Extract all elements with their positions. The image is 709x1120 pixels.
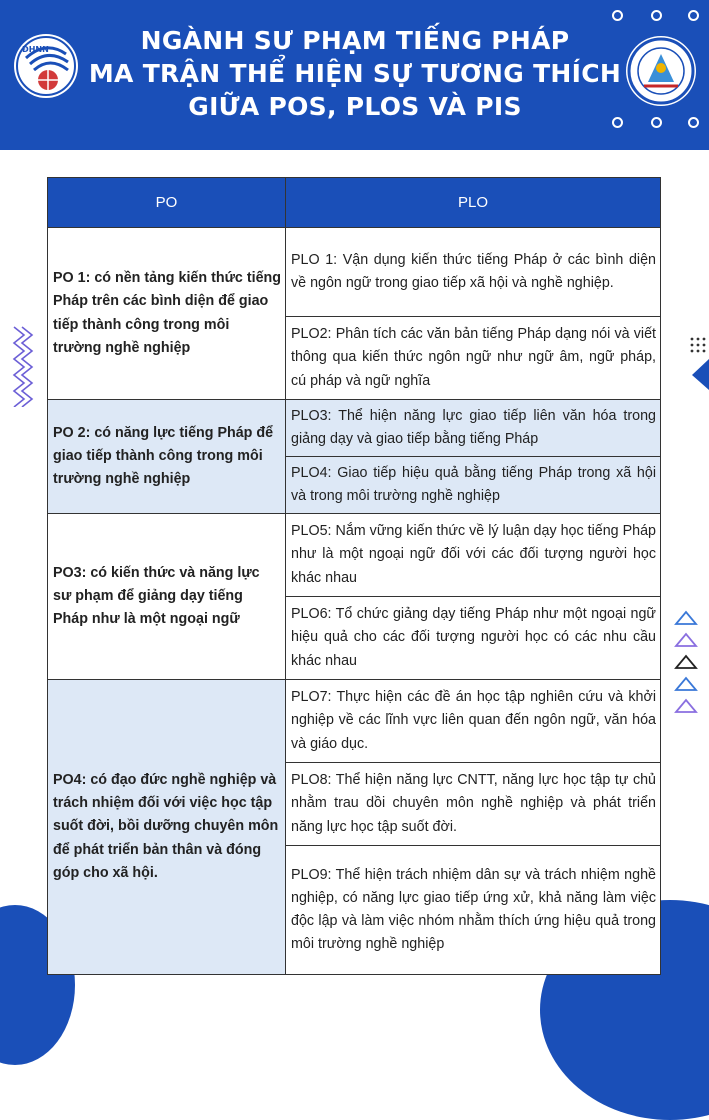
page-title: [85, 24, 625, 123]
header-plo: PLO: [286, 178, 661, 228]
po-cell: PO3: có kiến thức và năng lực sư phạm để giảng dạy tiếng Pháp như là một ngoại ngữ: [48, 514, 286, 680]
title-line-2: MA TRẬN THỂ HIỆN SỰ TƯƠNG THÍCH: [88, 59, 622, 88]
department-logo: [626, 36, 696, 106]
plo-cell: PLO3: Thể hiện năng lực giao tiếp liên văn hóa trong giảng dạy và giao tiếp bằng tiếng Pháp: [286, 400, 661, 457]
decor-dot: [651, 10, 662, 21]
title-line-1: NGÀNH SƯ PHẠM TIẾNG PHÁP: [140, 26, 570, 55]
title-line-3: GIỮA POS, PLOS VÀ PIS: [188, 92, 522, 121]
plo-cell: PLO5: Nắm vững kiến thức về lý luận dạy học tiếng Pháp như là một ngoại ngữ đối với các đối tượng người học khác nhau: [286, 514, 661, 597]
decor-dot: [612, 10, 623, 21]
decor-dot: [688, 117, 699, 128]
plo-cell: PLO 1: Vận dụng kiến thức tiếng Pháp ở các bình diện về ngôn ngữ trong giao tiếp xã hội và nghề nghiệp.: [286, 228, 661, 317]
po-plo-table: [47, 177, 661, 975]
header-banner: [0, 0, 709, 150]
header-po: PO: [48, 178, 286, 228]
plo-cell: PLO4: Giao tiếp hiệu quả bằng tiếng Pháp trong xã hội và trong môi trường nghề nghiệp: [286, 457, 661, 514]
plo-cell: PLO6: Tổ chức giảng dạy tiếng Pháp như một ngoại ngữ hiệu quả cho các đối tượng người học có các nhu cầu khác nhau: [286, 597, 661, 680]
triangles-decoration: [672, 608, 702, 728]
university-logo: [14, 34, 78, 98]
po-cell: PO 2: có năng lực tiếng Pháp để giao tiếp thành công trong môi trường nghề nghiệp: [48, 400, 286, 514]
decor-dot: [612, 117, 623, 128]
decor-dot: [688, 10, 699, 21]
dots-decoration: [688, 335, 709, 390]
plo-cell: PLO2: Phân tích các văn bản tiếng Pháp dạng nói và viết thông qua kiến thức ngôn ngữ như ngữ âm, ngữ pháp, cú pháp và ngữ nghĩa: [286, 317, 661, 400]
decor-dot: [651, 117, 662, 128]
po-cell: PO4: có đạo đức nghề nghiệp và trách nhiệm đối với việc học tập suốt đời, bồi dưỡng chuyên môn để phát triển bản thân và đóng góp cho xã hội.: [48, 680, 286, 975]
po-cell: PO 1: có nền tảng kiến thức tiếng Pháp trên các bình diện để giao tiếp thành công trong môi trường nghề nghiệp: [48, 228, 286, 400]
logo-left-text: ĐHNN: [22, 45, 49, 54]
plo-cell: PLO9: Thể hiện trách nhiệm dân sự và trách nhiệm nghề nghiệp, có năng lực giao tiếp ứng xử, khả năng làm việc độc lập và làm việc nhóm nhằm thích ứng hiệu quả trong môi trường nghề nghiệp: [286, 846, 661, 975]
zigzag-decoration: [10, 325, 34, 407]
plo-cell: PLO8: Thể hiện năng lực CNTT, năng lực học tập tự chủ nhằm trau dồi chuyên môn nghề nghiệp và phát triển năng lực học tập suốt đời.: [286, 763, 661, 846]
plo-cell: PLO7: Thực hiện các đề án học tập nghiên cứu và khởi nghiệp về các lĩnh vực liên quan đến ngôn ngữ, văn hóa và giáo dục.: [286, 680, 661, 763]
